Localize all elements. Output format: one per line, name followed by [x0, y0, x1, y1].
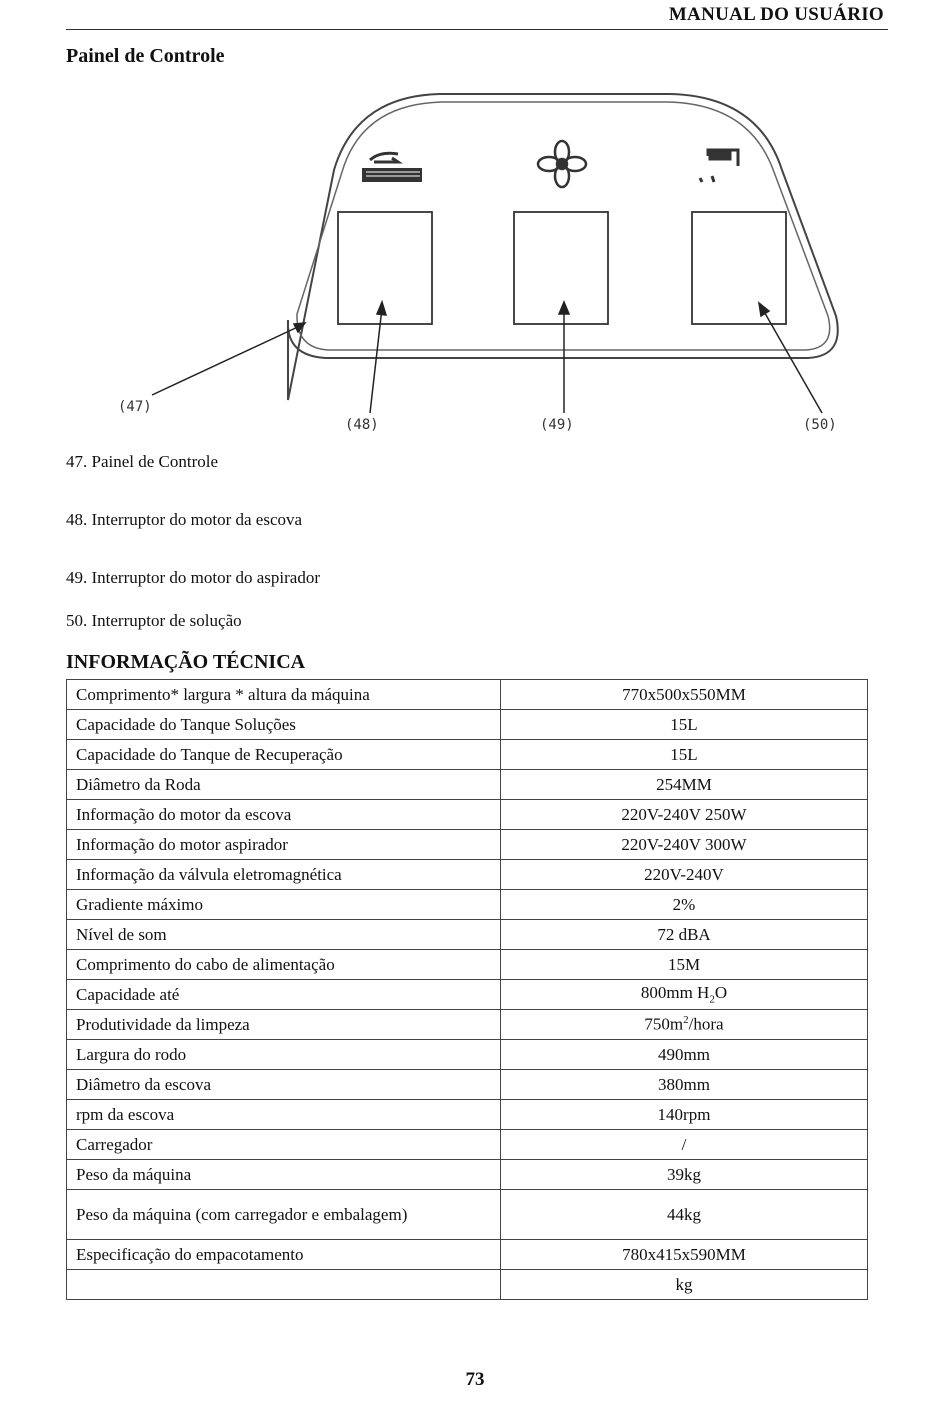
spec-value: kg	[501, 1270, 868, 1300]
spec-label: Capacidade até	[67, 980, 501, 1010]
spec-value: 15L	[501, 740, 868, 770]
callout-48: (48)	[345, 417, 379, 433]
table-row	[67, 770, 868, 800]
spec-value: 380mm	[501, 1070, 868, 1100]
table-row	[67, 1130, 868, 1160]
table-row	[67, 1010, 868, 1040]
spec-label: Comprimento do cabo de alimentação	[67, 950, 501, 980]
leader-line-50	[762, 308, 822, 413]
spec-value	[501, 980, 868, 1010]
spec-label: Peso da máquina (com carregador e embalagem)	[67, 1190, 501, 1240]
spec-value: 140rpm	[501, 1100, 868, 1130]
table-row	[67, 950, 868, 980]
spec-value: 220V-240V 250W	[501, 800, 868, 830]
spec-value-text: 750m	[644, 1014, 684, 1034]
vacuum-motor-switch[interactable]	[514, 212, 608, 324]
legend-item-48: 48. Interruptor do motor da escova	[66, 510, 303, 529]
leader-line-47	[152, 325, 302, 395]
table-row	[67, 1070, 868, 1100]
header-title: MANUAL DO USUÁRIO	[668, 4, 884, 25]
spec-label: Capacidade do Tanque de Recuperação	[67, 740, 501, 770]
table-row	[67, 920, 868, 950]
spec-label: Capacidade do Tanque Soluções	[67, 710, 501, 740]
section-title: Painel de Controle	[66, 45, 225, 67]
spec-value: 2%	[501, 890, 868, 920]
callout-47: (47)	[118, 399, 152, 415]
superscript: 2	[683, 1014, 689, 1027]
spec-label: Carregador	[67, 1130, 501, 1160]
page-number: 73	[465, 1369, 485, 1390]
table-row	[67, 1240, 868, 1270]
subscript: 2	[709, 993, 715, 1006]
fan-icon	[538, 141, 586, 187]
spec-value: 254MM	[501, 770, 868, 800]
tech-specs-table	[66, 679, 868, 1300]
table-row	[67, 1100, 868, 1130]
table-row	[67, 1040, 868, 1070]
spec-value: 220V-240V	[501, 860, 868, 890]
spec-label: Peso da máquina	[67, 1160, 501, 1190]
table-row	[67, 1190, 868, 1240]
spec-value: 44kg	[501, 1190, 868, 1240]
spec-value-text: /hora	[688, 1014, 724, 1034]
spec-label: rpm da escova	[67, 1100, 501, 1130]
control-panel-diagram	[0, 80, 950, 450]
spec-label: Especificação do empacotamento	[67, 1240, 501, 1270]
callout-49: (49)	[540, 417, 574, 433]
table-row	[67, 860, 868, 890]
solution-switch[interactable]	[692, 212, 786, 324]
legend-item-50: 50. Interruptor de solução	[66, 611, 242, 630]
faucet-icon	[700, 150, 738, 182]
table-row	[67, 1160, 868, 1190]
spec-label: Nível de som	[67, 920, 501, 950]
table-row	[67, 680, 868, 710]
spec-label: Produtividade da limpeza	[67, 1010, 501, 1040]
spec-value: 72 dBA	[501, 920, 868, 950]
spec-label: Informação do motor aspirador	[67, 830, 501, 860]
brush-motor-switch[interactable]	[338, 212, 432, 324]
table-row	[67, 890, 868, 920]
header-rule	[66, 29, 888, 30]
table-row	[67, 1270, 868, 1300]
spec-value: 780x415x590MM	[501, 1240, 868, 1270]
table-row	[67, 980, 868, 1010]
spec-label: Gradiente máximo	[67, 890, 501, 920]
spec-label: Informação da válvula eletromagnética	[67, 860, 501, 890]
spec-value-text: O	[714, 983, 728, 1003]
spec-value: 39kg	[501, 1160, 868, 1190]
spec-label: Informação do motor da escova	[67, 800, 501, 830]
spec-label: Diâmetro da Roda	[67, 770, 501, 800]
spec-value: 15M	[501, 950, 868, 980]
spec-label: Diâmetro da escova	[67, 1070, 501, 1100]
spec-value: 220V-240V 300W	[501, 830, 868, 860]
spec-value	[501, 1010, 868, 1040]
spec-label: Largura do rodo	[67, 1040, 501, 1070]
legend-item-49: 49. Interruptor do motor do aspirador	[66, 568, 320, 587]
legend-item-47: 47. Painel de Controle	[66, 452, 219, 471]
callout-50: (50)	[803, 417, 837, 433]
table-row	[67, 740, 868, 770]
spec-value: 15L	[501, 710, 868, 740]
spec-label: Comprimento* largura * altura da máquina	[67, 680, 501, 710]
spec-value: 490mm	[501, 1040, 868, 1070]
brush-icon	[362, 153, 422, 182]
tech-info-title: INFORMAÇÃO TÉCNICA	[66, 651, 306, 673]
table-row	[67, 830, 868, 860]
spec-value-text: 800mm H	[640, 983, 710, 1003]
spec-value: /	[501, 1130, 868, 1160]
table-row	[67, 710, 868, 740]
spec-label	[67, 1270, 501, 1300]
table-row	[67, 800, 868, 830]
spec-value: 770x500x550MM	[501, 680, 868, 710]
